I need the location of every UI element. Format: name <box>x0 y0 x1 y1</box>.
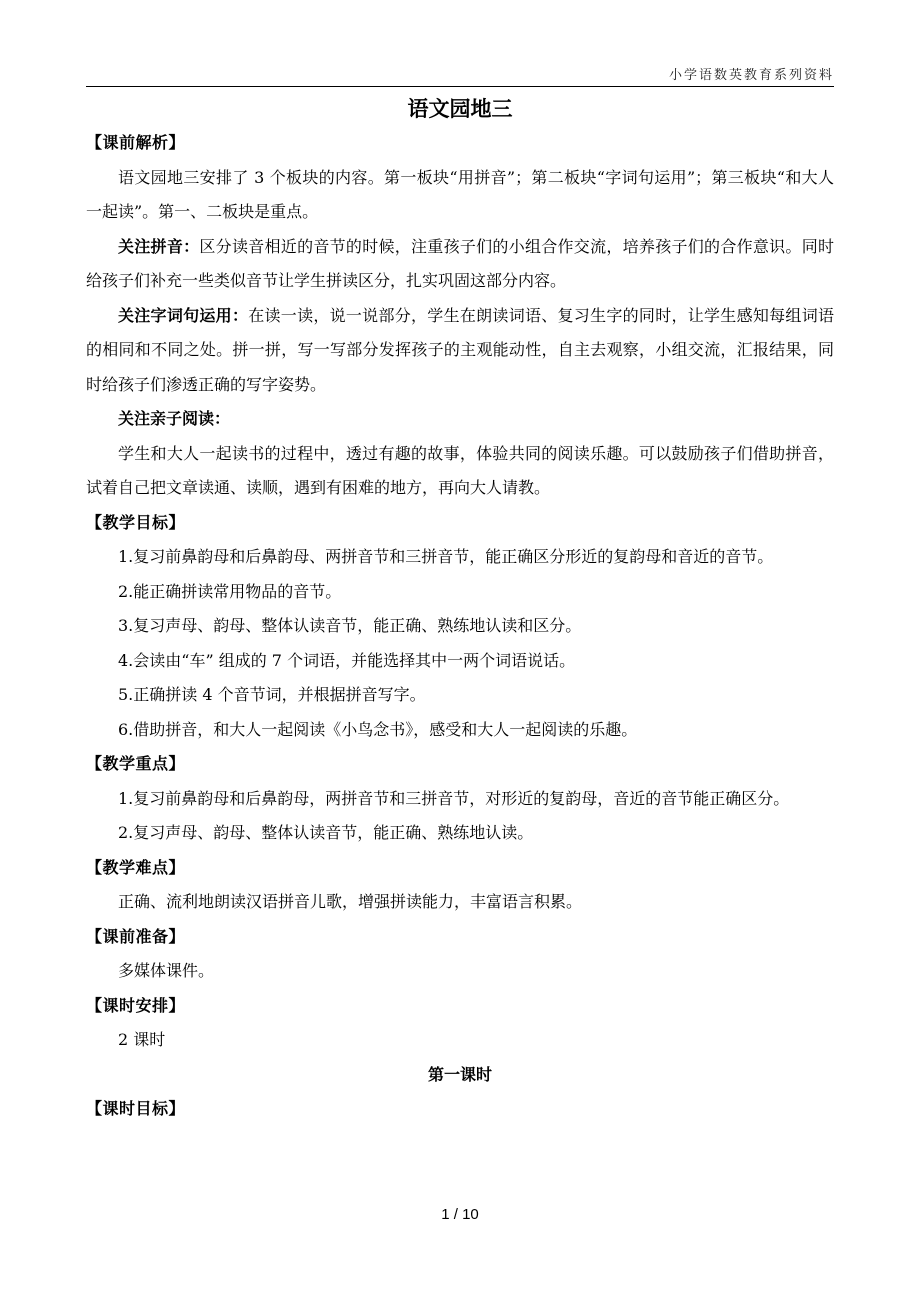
schedule-text: 2 课时 <box>118 1030 166 1049</box>
key-point-item: 2.复习声母、韵母、整体认读音节，能正确、熟练地认读。 <box>118 823 534 842</box>
pre-analysis-words <box>86 299 834 403</box>
difficulties-text: 正确、流利地朗读汉语拼音儿歌，增强拼读能力，丰富语言积累。 <box>118 892 583 911</box>
section-heading-key-points: 【教学重点】 <box>86 754 186 773</box>
document-title: 语文园地三 <box>407 97 513 121</box>
goal-item: 1.复习前鼻韵母和后鼻韵母、两拼音节和三拼音节，能正确区分形近的复韵母和音近的音节。 <box>118 547 774 566</box>
header-divider <box>86 86 834 87</box>
preparation-text: 多媒体课件。 <box>118 961 215 980</box>
pre-analysis-reading-lead-line <box>86 402 834 437</box>
goal-item: 3.复习声母、韵母、整体认读音节，能正确、熟练地认读和区分。 <box>118 616 582 635</box>
section-heading-schedule: 【课时安排】 <box>86 995 186 1015</box>
page-number: 1 / 10 <box>441 1206 479 1223</box>
goal-item: 4.会读由“车” 组成的 7 个词语，并能选择其中一两个词语说话。 <box>118 650 576 670</box>
key-point-item: 1.复习前鼻韵母和后鼻韵母，两拼音节和三拼音节，对形近的复韵母，音近的音节能正确区分。 <box>118 788 790 808</box>
section-heading-goals: 【教学目标】 <box>86 512 186 532</box>
section-heading-lesson-goals: 【课时目标】 <box>86 1099 186 1118</box>
lesson-one-heading: 第一课时 <box>427 1064 492 1084</box>
section-heading-pre-analysis: 【课前解析】 <box>86 133 186 152</box>
words-lead: 关注字词句运用： <box>118 305 249 325</box>
goal-item: 5.正确拼读 4 个音节词，并根据拼音写字。 <box>118 685 426 704</box>
pre-analysis-pinyin <box>86 230 834 299</box>
pinyin-lead: 关注拼音： <box>118 236 200 256</box>
goal-item: 2.能正确拼读常用物品的音节。 <box>118 581 342 601</box>
pre-analysis-intro: 语文园地三安排了 3 个板块的内容。第一板块“用拼音”；第二板块“字词句运用”；第三板块“和大人一起读”。第一、二板块是重点。 <box>86 167 834 221</box>
reading-lead: 关注亲子阅读： <box>118 409 231 428</box>
section-heading-difficulties: 【教学难点】 <box>86 857 186 877</box>
section-heading-preparation: 【课前准备】 <box>86 926 186 946</box>
document-body <box>86 126 834 1127</box>
goal-item: 6.借助拼音，和大人一起阅读《小鸟念书》，感受和大人一起阅读的乐趣。 <box>118 719 638 739</box>
header-series-label: 小学语数英教育系列资料 <box>668 68 834 83</box>
pinyin-text: 区分读音相近的音节的时候，注重孩子们的小组合作交流，培养孩子们的合作意识。同时给孩子们补充一些类似音节让学生拼读区分，扎实巩固这部分内容。 <box>86 236 834 290</box>
words-text: 在读一读，说一说部分，学生在朗读词语、复习生字的同时，让学生感知每组词语的相同和不同之处。拼一拼，写一写部分发挥孩子的主观能动性，自主去观察，小组交流，汇报结果，同时给孩子们渗透正确的写字姿势。 <box>86 305 834 394</box>
pre-analysis-reading: 学生和大人一起读书的过程中，透过有趣的故事，体验共同的阅读乐趣。可以鼓励孩子们借助拼音，试着自己把文章读通、读顺，遇到有困难的地方，再向大人请教。 <box>86 443 834 497</box>
